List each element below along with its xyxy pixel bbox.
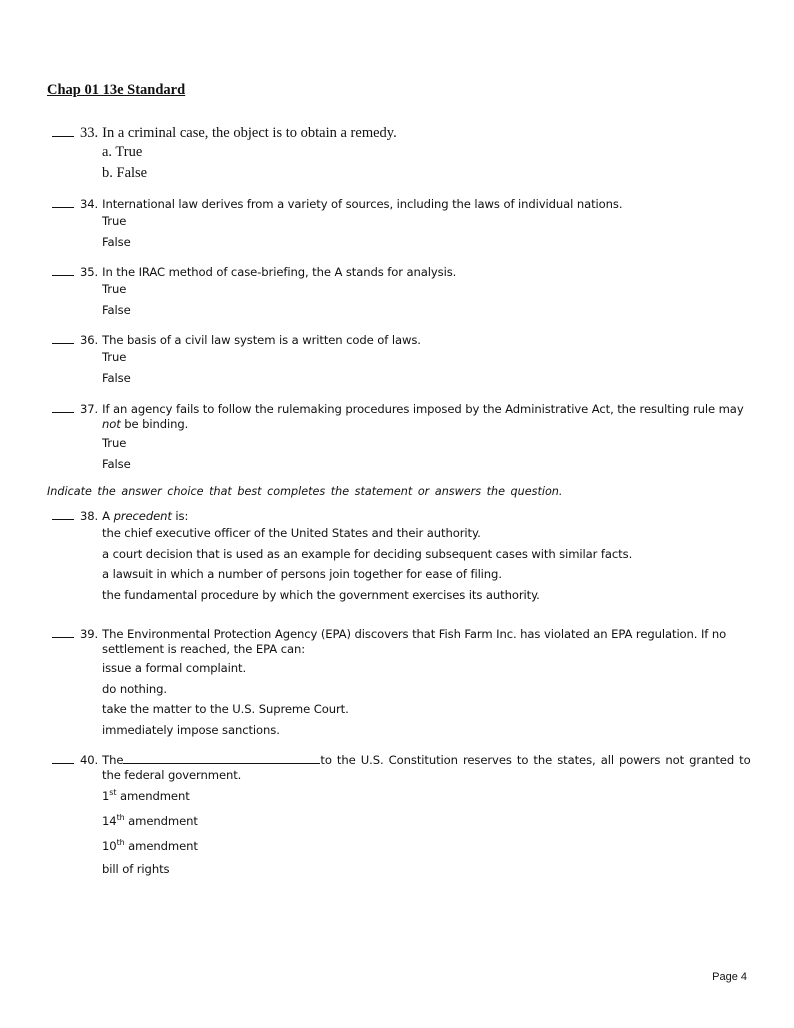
option-true[interactable]: True: [102, 282, 127, 296]
option-base: bill of rights: [102, 862, 170, 876]
question-40: [52, 751, 751, 880]
option-true[interactable]: True: [102, 214, 127, 228]
answer-blank[interactable]: [52, 263, 74, 276]
option-b[interactable]: do nothing.: [102, 681, 167, 696]
question-text-pre: A: [102, 509, 114, 523]
answer-blank[interactable]: [52, 331, 74, 344]
option-base: 1: [102, 789, 110, 803]
option-false[interactable]: False: [102, 370, 131, 385]
option-false[interactable]: False: [102, 302, 131, 317]
option-true[interactable]: True: [102, 436, 127, 450]
question-38: [52, 507, 742, 605]
option-base: 10: [102, 839, 117, 853]
question-text: If an agency fails to follow the rulemaking procedures imposed by the Administrative Act, the resulting rule may: [102, 402, 744, 416]
answer-blank[interactable]: [52, 751, 74, 764]
question-number: 35.: [80, 265, 99, 279]
question-text: The Environmental Protection Agency (EPA) discovers that Fish Farm Inc. has violated an EPA regulation. If no: [102, 627, 727, 641]
question-text-pre: The: [102, 753, 124, 767]
question-34: [52, 195, 742, 252]
question-number: 33.: [80, 125, 99, 141]
option-a[interactable]: the chief executive officer of the United States and their authority.: [102, 526, 481, 540]
option-sup: th: [116, 838, 125, 847]
question-number: 37.: [80, 402, 99, 416]
option-true[interactable]: a. True: [102, 144, 143, 160]
question-number: 36.: [80, 333, 99, 347]
option-d[interactable]: immediately impose sanctions.: [102, 722, 280, 737]
answer-blank[interactable]: [52, 625, 74, 638]
page-number: Page 4: [712, 971, 747, 983]
question-text-continued: be binding.: [120, 417, 189, 431]
question-text-post: is:: [171, 509, 189, 523]
option-c[interactable]: a lawsuit in which a number of persons join together for ease of filing.: [102, 567, 502, 581]
question-33: [52, 124, 742, 184]
answer-blank[interactable]: [52, 195, 74, 208]
option-base: 14: [102, 814, 117, 828]
option-rest: amendment: [116, 789, 190, 803]
question-text-post: to the U.S. Constitution reserves to the states, all powers not granted to: [320, 753, 751, 767]
emphasis-precedent: precedent: [113, 509, 172, 523]
question-35: [52, 263, 742, 320]
option-false[interactable]: b. False: [102, 165, 148, 181]
fill-in-blank[interactable]: [123, 751, 320, 764]
question-number: 38.: [80, 509, 99, 523]
question-number: 40.: [80, 753, 99, 767]
option-c[interactable]: take the matter to the U.S. Supreme Court.: [102, 702, 349, 716]
question-text: International law derives from a variety of sources, including the laws of individual nations.: [102, 197, 623, 211]
option-false[interactable]: False: [102, 456, 131, 471]
emphasis-not: not: [102, 417, 121, 431]
option-b[interactable]: [102, 809, 742, 834]
answer-blank[interactable]: [52, 400, 74, 413]
page-title: Chap 01 13e Standard: [47, 82, 186, 98]
option-a[interactable]: issue a formal complaint.: [102, 661, 247, 675]
question-36: [52, 331, 742, 388]
question-text: In the IRAC method of case-briefing, the A stands for analysis.: [102, 265, 457, 279]
section-instruction: Indicate the answer choice that best completes the statement or answers the question.: [47, 485, 563, 498]
option-c[interactable]: [102, 834, 742, 859]
question-number: 34.: [80, 197, 99, 211]
option-d[interactable]: [102, 859, 742, 880]
question-37: [52, 400, 742, 474]
question-text: In a criminal case, the object is to obtain a remedy.: [102, 125, 397, 141]
option-sup: st: [109, 788, 117, 797]
question-39: [52, 625, 742, 740]
question-number: 39.: [80, 627, 99, 641]
option-b[interactable]: a court decision that is used as an example for deciding subsequent cases with similar facts.: [102, 546, 633, 561]
option-true[interactable]: True: [102, 350, 127, 364]
question-text-continued: settlement is reached, the EPA can:: [102, 642, 306, 656]
option-rest: amendment: [124, 839, 198, 853]
answer-blank[interactable]: [52, 124, 74, 137]
question-text: The basis of a civil law system is a written code of laws.: [102, 333, 421, 347]
option-a[interactable]: [102, 784, 742, 809]
question-text-continued: the federal government.: [102, 768, 242, 782]
option-rest: amendment: [124, 814, 198, 828]
option-sup: th: [116, 813, 125, 822]
option-d[interactable]: the fundamental procedure by which the government exercises its authority.: [102, 587, 540, 602]
option-false[interactable]: False: [102, 234, 131, 249]
answer-blank[interactable]: [52, 507, 74, 520]
